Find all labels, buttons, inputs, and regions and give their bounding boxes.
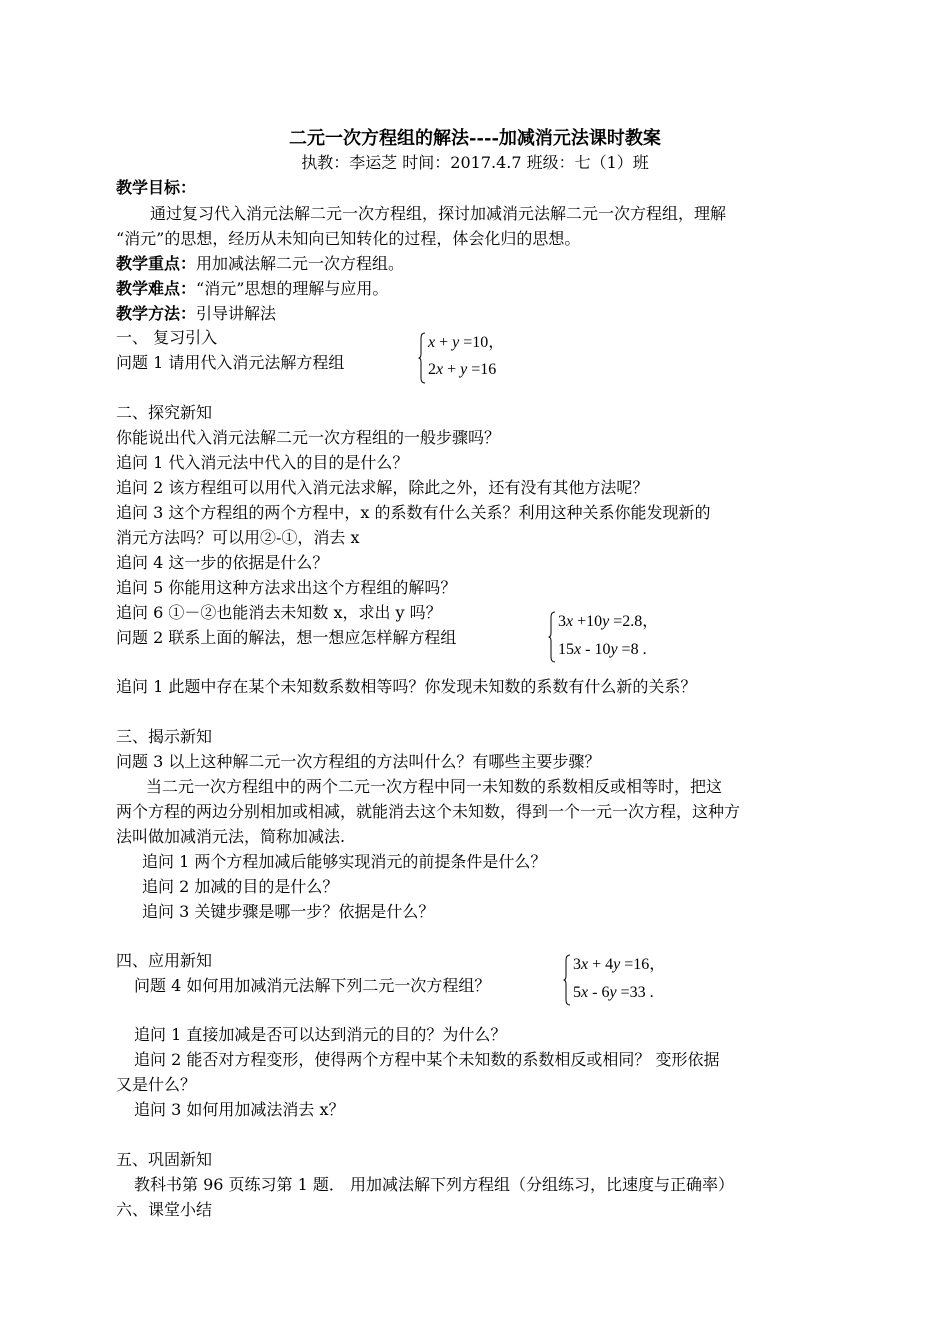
brace-icon bbox=[563, 954, 571, 1006]
equation-system-4 bbox=[563, 954, 683, 1008]
section-3-definition-2: 两个方程的两边分别相加或相减，就能消去这个未知数，得到一个一元一次方程，这种方 bbox=[116, 802, 741, 821]
section-2-line-2: 追问 1 代入消元法中代入的目的是什么？ bbox=[116, 453, 409, 472]
section-4-line-1: 追问 1 直接加减是否可以达到消元的目的？为什么？ bbox=[134, 1025, 507, 1044]
section-2-line-3: 追问 2 该方程组可以用代入消元法求解，除此之外，还有没有其他方法呢？ bbox=[116, 478, 649, 497]
system-1-row-2: 2x + y =16 bbox=[428, 361, 497, 378]
section-2-line-8: 追问 6 ①－②也能消去未知数 x，求出 y 吗？ bbox=[116, 603, 442, 622]
section-2-line-9: 追问 1 此题中存在某个未知数系数相等吗？你发现未知数的系数有什么新的关系？ bbox=[116, 677, 697, 696]
section-2-line-4: 追问 3 这个方程组的两个方程中，x 的系数有什么关系？利用这种关系你能发现新的 bbox=[116, 503, 711, 522]
system-2-row-2: 15x - 10y =8 . bbox=[558, 641, 647, 658]
question-2: 问题 2 联系上面的解法，想一想应怎样解方程组 bbox=[116, 628, 457, 647]
section-4-heading: 四、应用新知 bbox=[116, 951, 213, 970]
section-2-line-5: 消元方法吗？可以用②-①，消去 x bbox=[116, 528, 360, 547]
section-3-heading: 三、揭示新知 bbox=[116, 727, 213, 746]
system-4-row-2: 5x - 6y =33 . bbox=[573, 984, 654, 1001]
section-2-line-6: 追问 4 这一步的依据是什么？ bbox=[116, 553, 329, 572]
section-3-line-7: 追问 3 关键步骤是哪一步？依据是什么？ bbox=[142, 902, 435, 921]
section-2-line-7: 追问 5 你能用这种方法求出这个方程组的解吗？ bbox=[116, 578, 457, 597]
equation-system-1 bbox=[418, 332, 538, 386]
brace-icon bbox=[548, 611, 556, 663]
system-1-row-1: x + y =10， bbox=[428, 334, 505, 351]
section-2-line-1: 你能说出代入消元法解二元一次方程组的一般步骤吗？ bbox=[116, 428, 501, 447]
objective-line-2: “消元”的思想，经历从未知向已知转化的过程，体会化归的思想。 bbox=[116, 229, 581, 248]
teaching-method: 教学方法：引导讲解法 bbox=[116, 304, 277, 323]
difficult-point: 教学难点：“消元”思想的理解与应用。 bbox=[116, 279, 389, 298]
document-title: 二元一次方程组的解法----加减消元法课时教案 bbox=[289, 128, 661, 149]
system-2-row-1: 3x +10y =2.8， bbox=[558, 613, 659, 630]
section-4-line-2: 追问 2 能否对方程变形，使得两个方程中某个未知数的系数相反或相同？ 变形依据 bbox=[134, 1050, 720, 1069]
section-3-definition-1: 当二元一次方程组中的两个二元一次方程中同一未知数的系数相反或相等时，把这 bbox=[146, 777, 723, 796]
objective-label: 教学目标： bbox=[116, 178, 197, 197]
section-1-heading: 一、 复习引入 bbox=[116, 328, 218, 347]
question-4: 问题 4 如何用加减消元法解下列二元一次方程组？ bbox=[134, 976, 491, 995]
brace-icon bbox=[418, 332, 426, 384]
question-1: 问题 1 请用代入消元法解方程组 bbox=[116, 353, 345, 372]
section-5-line-1: 教科书第 96 页练习第 1 题． 用加减法解下列方程组（分组练习，比速度与正确率） bbox=[134, 1175, 734, 1194]
question-3: 问题 3 以上这种解二元一次方程组的方法叫什么？有哪些主要步骤？ bbox=[116, 752, 601, 771]
section-3-definition-3: 法叫做加减消元法，简称加减法. bbox=[116, 827, 346, 846]
section-3-line-6: 追问 2 加减的目的是什么？ bbox=[142, 877, 339, 896]
section-2-heading: 二、探究新知 bbox=[116, 403, 213, 422]
section-6-heading: 六、课堂小结 bbox=[116, 1200, 213, 1219]
document-subtitle: 执教：李运芝 时间：2017.4.7 班级：七（1）班 bbox=[301, 153, 649, 172]
section-3-line-5: 追问 1 两个方程加减后能够实现消元的前提条件是什么？ bbox=[142, 852, 547, 871]
section-4-line-3: 又是什么？ bbox=[116, 1075, 197, 1094]
system-4-row-1: 3x + 4y =16， bbox=[573, 956, 666, 973]
section-5-heading: 五、巩固新知 bbox=[116, 1150, 213, 1169]
objective-line-1: 通过复习代入消元法解二元一次方程组，探讨加减消元法解二元一次方程组，理解 bbox=[150, 204, 727, 223]
section-4-line-4: 追问 3 如何用加减法消去 x？ bbox=[134, 1100, 345, 1119]
key-point: 教学重点：用加减法解二元一次方程组。 bbox=[116, 254, 405, 273]
equation-system-2 bbox=[548, 611, 688, 665]
